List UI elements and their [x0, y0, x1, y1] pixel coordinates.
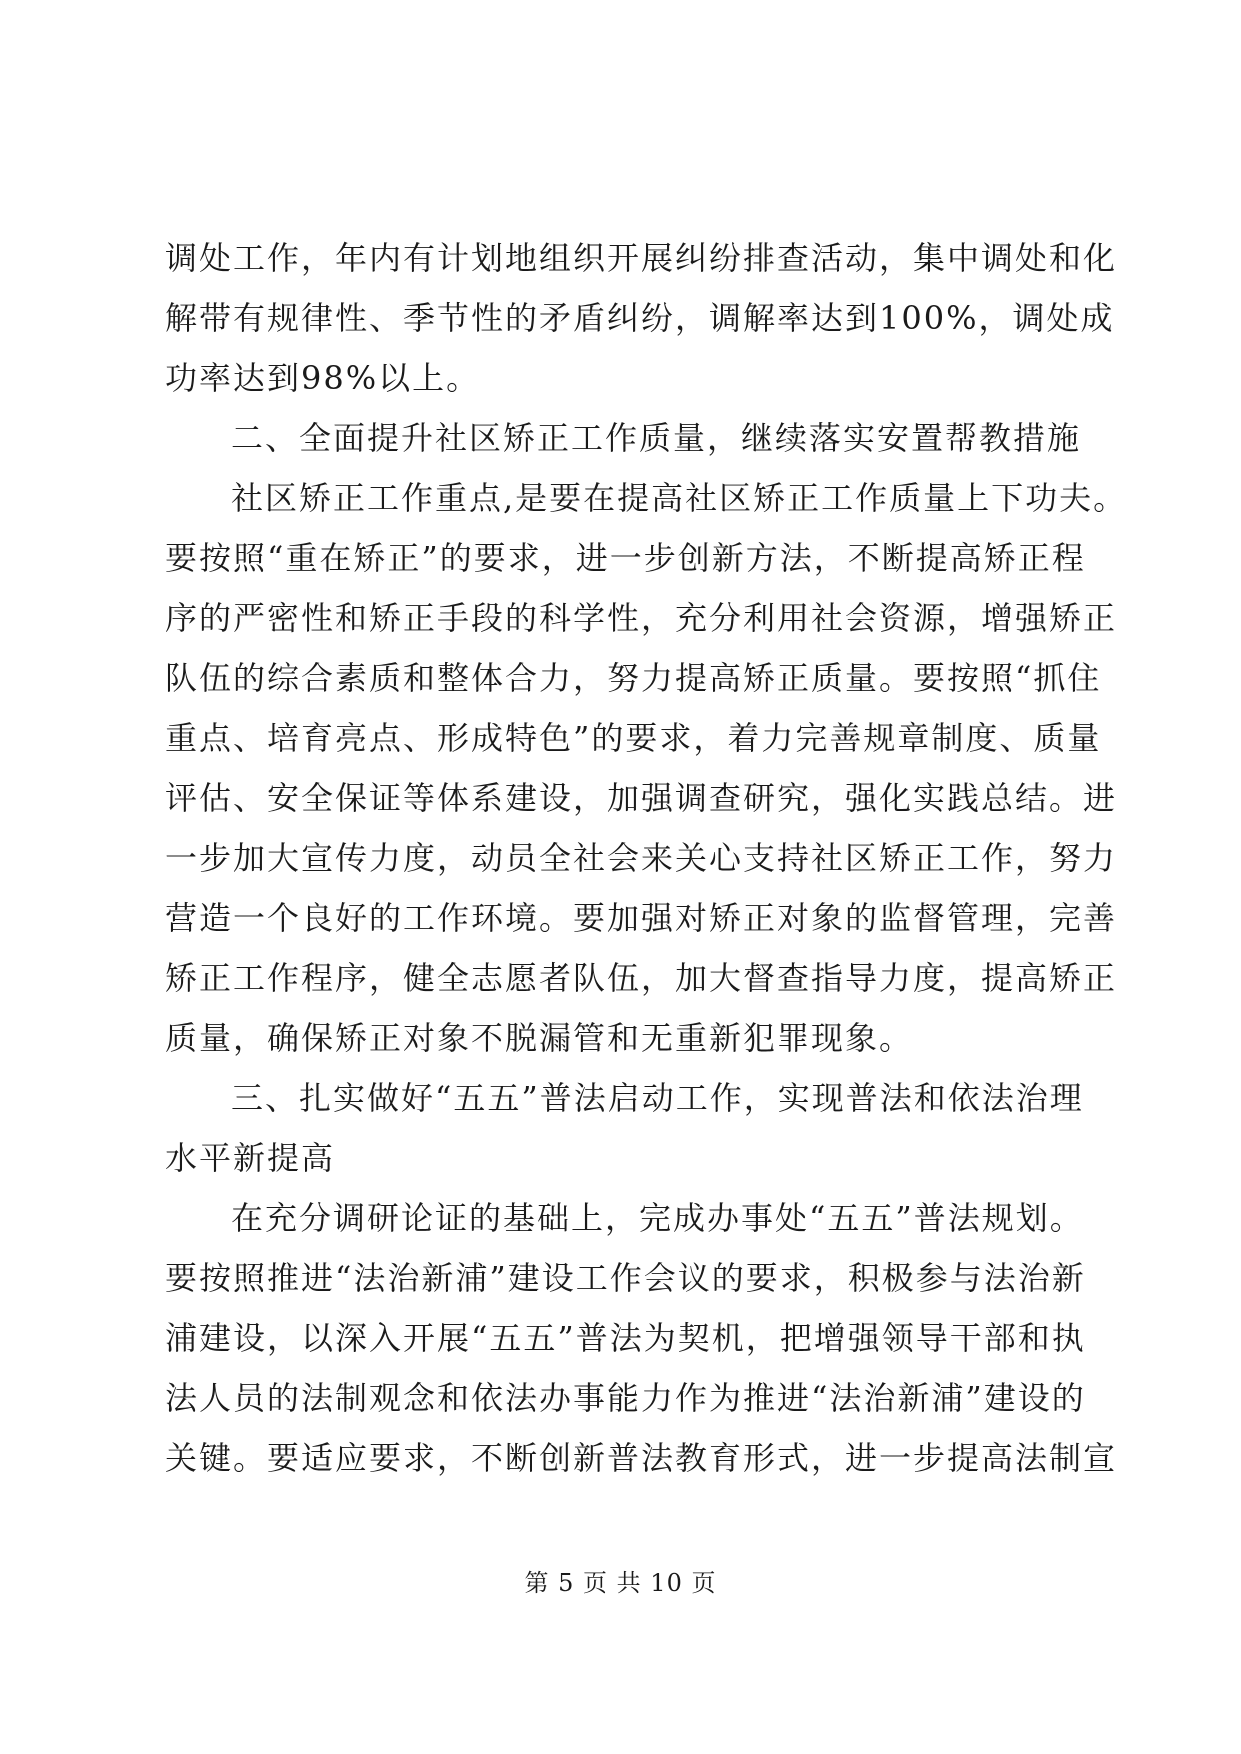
text-line: 要按照推进“法治新浦”建设工作会议的要求，积极参与法治新 [165, 1259, 1086, 1297]
text-line: 一步加大宣传力度，动员全社会来关心支持社区矫正工作，努力 [165, 839, 1118, 877]
body-text [165, 228, 1128, 1488]
text-line: 矫正工作程序，健全志愿者队伍，加大督查指导力度，提高矫正 [165, 959, 1118, 997]
page-number-footer: 第 5 页 共 10 页 [524, 1569, 717, 1597]
text-line: 评估、安全保证等体系建设，加强调查研究，强化实践总结。进 [165, 779, 1118, 817]
text-line: 在充分调研论证的基础上，完成办事处“五五”普法规划。 [231, 1199, 1084, 1237]
text-line: 社区矫正工作重点,是要在提高社区矫正工作质量上下功夫。 [231, 479, 1128, 517]
text-line: 解带有规律性、季节性的矛盾纠纷，调解率达到100%，调处成 [165, 299, 1115, 337]
text-line: 法人员的法制观念和依法办事能力作为推进“法治新浦”建设的 [165, 1379, 1086, 1417]
section-heading-continued: 水平新提高 [165, 1139, 336, 1177]
text-line: 营造一个良好的工作环境。要加强对矫正对象的监督管理，完善 [165, 899, 1118, 937]
text-line: 要按照“重在矫正”的要求，进一步创新方法，不断提高矫正程 [165, 539, 1086, 577]
text-line: 队伍的综合素质和整体合力，努力提高矫正质量。要按照“抓住 [165, 659, 1102, 697]
text-line: 调处工作，年内有计划地组织开展纠纷排查活动，集中调处和化 [165, 239, 1118, 277]
text-line: 功率达到98%以上。 [165, 359, 481, 397]
section-heading: 二、全面提升社区矫正工作质量，继续落实安置帮教措施 [231, 419, 1082, 457]
text-line: 关键。要适应要求，不断创新普法教育形式，进一步提高法制宣 [165, 1439, 1118, 1477]
text-line: 质量，确保矫正对象不脱漏管和无重新犯罪现象。 [165, 1019, 914, 1057]
text-line: 重点、培育亮点、形成特色”的要求，着力完善规章制度、质量 [165, 719, 1102, 757]
text-line: 序的严密性和矫正手段的科学性，充分利用社会资源，增强矫正 [165, 599, 1118, 637]
section-heading: 三、扎实做好“五五”普法启动工作，实现普法和依法治理 [231, 1079, 1084, 1117]
text-line: 浦建设，以深入开展“五五”普法为契机，把增强领导干部和执 [165, 1319, 1086, 1357]
